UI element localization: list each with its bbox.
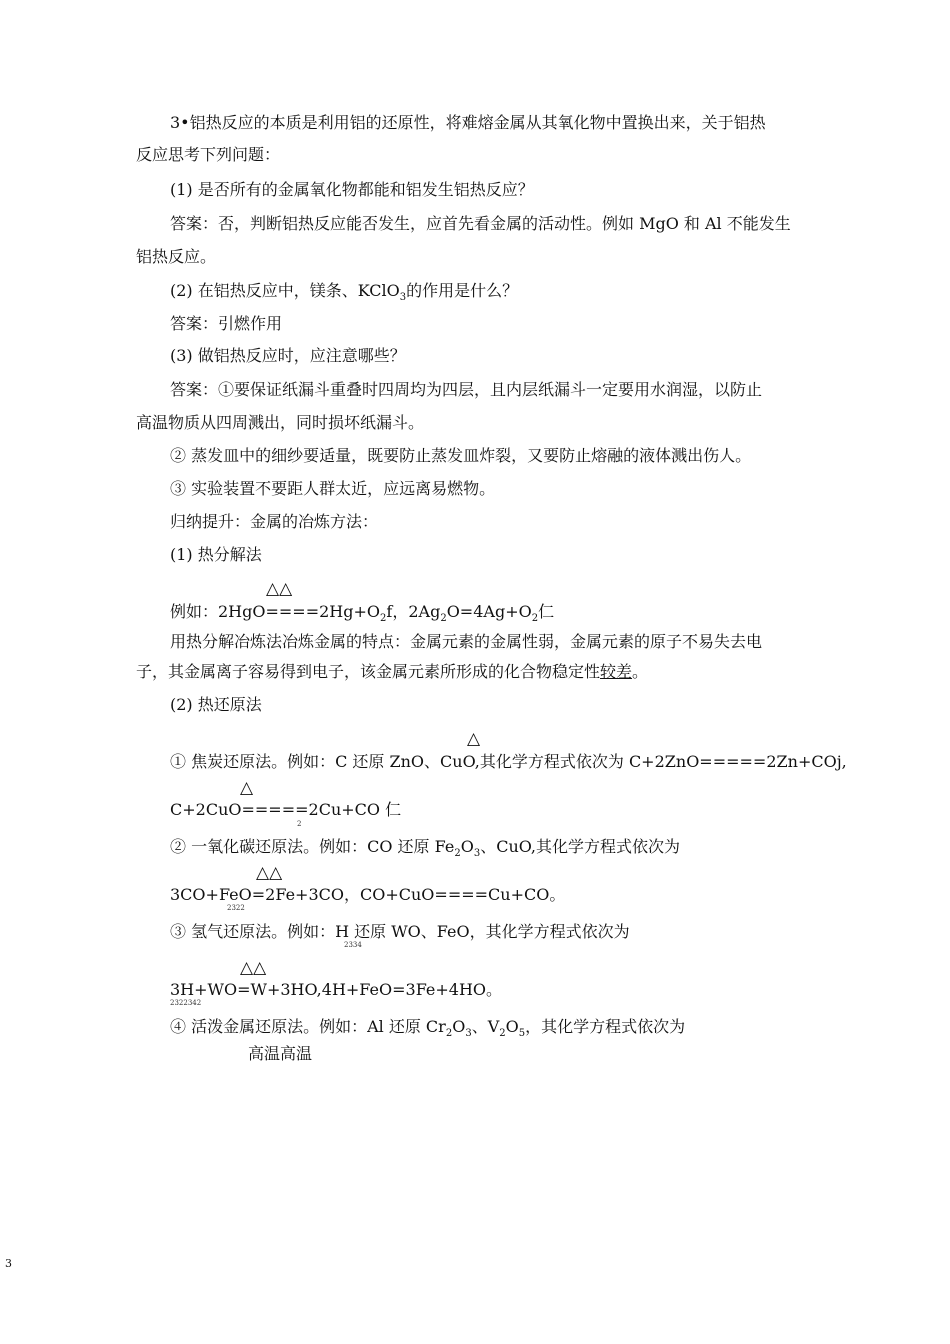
method-1-example-part-d: 仁 xyxy=(538,602,555,621)
question-2-suffix: 的作用是什么？ xyxy=(406,281,519,300)
method-1-example-part-c: O=4Ag+O xyxy=(446,602,532,621)
method-1-example-part-a: 例如：2HgO====2Hg+O xyxy=(170,602,381,621)
question-2-subscript: 3 xyxy=(399,292,407,304)
hydrogen-equations: 3H+WO=W+3HO,4H+FeO=3Fe+4HO。 xyxy=(170,980,503,999)
method-1-example-part-b: f，2Ag xyxy=(386,602,441,621)
co-condition-marks: △△ xyxy=(256,863,283,883)
q3-intro-line-1: 3•铝热反应的本质是利用铝的还原性，将难熔金属从其氧化物中置换出来，关于铝热 xyxy=(170,113,766,132)
method-1-feature-line-1: 用热分解冶炼法冶炼金属的特点：金属元素的金属性弱，金属元素的原子不易失去电 xyxy=(170,632,763,651)
coke-reduction-equation-2: C+2CuO=====2Cu+CO 仁 xyxy=(170,800,402,819)
aluminum-mid-1: O xyxy=(452,1017,466,1036)
answer-3-line-1: 答案：①要保证纸漏斗重叠时四周均为四层，且内层纸漏斗一定要用水润湿，以防止 xyxy=(170,380,763,399)
method-1-example-sub-c: 2 xyxy=(531,613,539,625)
question-1: (1) 是否所有的金属氧化物都能和铝发生铝热反应？ xyxy=(170,180,534,199)
method-1-example xyxy=(170,602,555,625)
method-1-example-sub-b: 2 xyxy=(440,613,447,625)
method-1-feature-line-2 xyxy=(136,662,648,682)
co-reduction-prefix: ② 一氧化碳还原法。例如：CO 还原 Fe xyxy=(170,837,455,856)
hydrogen-reduction-line: ③ 氢气还原法。例如：H 还原 WO、FeO，其化学方程式依次为 xyxy=(170,922,630,941)
aluminum-sub-1: 2 xyxy=(445,1028,453,1040)
aluminum-sub-3: 2 xyxy=(499,1028,506,1040)
co-subscript-2: 3 xyxy=(473,848,481,860)
method-2-title: (2) 热还原法 xyxy=(170,695,262,714)
co-oxygen: O xyxy=(460,837,474,856)
aluminum-mid-3: O xyxy=(505,1017,519,1036)
summary-heading: 归纳提升：金属的冶炼方法： xyxy=(170,512,379,531)
answer-3-line-3: ② 蒸发皿中的细纱要适量，既要防止蒸发皿炸裂，又要防止熔融的液体溅出伤人。 xyxy=(170,446,752,465)
hydrogen-subscript-note-2: 2322342 xyxy=(170,999,202,1007)
high-temperature-marks: 高温高温 xyxy=(248,1044,313,1063)
aluminum-prefix: ④ 活泼金属还原法。例如：Al 还原 Cr xyxy=(170,1017,446,1036)
coke-subscript-note: 2 xyxy=(297,820,302,828)
co-reduction-line xyxy=(170,837,681,860)
question-2-prefix: (2) 在铝热反应中，镁条、KClO xyxy=(170,281,400,300)
answer-3-line-4: ③ 实验装置不要距人群太近，应远离易燃物。 xyxy=(170,479,496,498)
aluminum-sub-2: 3 xyxy=(465,1028,472,1040)
coke-reduction-line: ① 焦炭还原法。例如：C 还原 ZnO、CuO,其化学方程式依次为 C+2ZnO=====2Zn+COj, xyxy=(170,752,847,771)
heat-condition-marks: △△ xyxy=(266,579,293,599)
question-2 xyxy=(170,281,519,304)
coke-condition-mark-2: △ xyxy=(240,778,254,798)
co-subscript-1: 2 xyxy=(454,848,461,860)
co-reduction-suffix: 、CuO,其化学方程式依次为 xyxy=(480,837,681,856)
aluminum-mid-2: 、V xyxy=(471,1017,500,1036)
page-number: 3 xyxy=(5,1257,12,1270)
hydrogen-condition-marks: △△ xyxy=(240,958,267,978)
coke-condition-mark-1: △ xyxy=(467,729,481,749)
q3-intro-line-2: 反应思考下列问题： xyxy=(136,145,281,164)
answer-1-line-2: 铝热反应。 xyxy=(136,247,217,266)
co-subscript-note: 2322 xyxy=(227,904,245,912)
answer-1-line-1: 答案：否，判断铝热反应能否发生，应首先看金属的活动性。例如 MgO 和 Al 不能发生 xyxy=(170,214,791,233)
hydrogen-subscript-note-1: 2334 xyxy=(344,941,362,949)
underlined-answer: 较差 xyxy=(600,662,633,681)
aluminum-sub-4: 5 xyxy=(518,1028,526,1040)
method-1-title: (1) 热分解法 xyxy=(170,545,262,564)
co-equations: 3CO+FeO=2Fe+3CO，CO+CuO====Cu+CO。 xyxy=(170,885,566,904)
answer-3-line-2: 高温物质从四周溅出，同时损坏纸漏斗。 xyxy=(136,413,425,432)
method-1-feature-end: 。 xyxy=(632,662,649,681)
question-3: (3) 做铝热反应时，应注意哪些？ xyxy=(170,346,406,365)
method-1-feature-text: 子，其金属离子容易得到电子，该金属元素所形成的化合物稳定性 xyxy=(136,662,601,681)
aluminum-reduction-line xyxy=(170,1017,686,1040)
answer-2: 答案：引燃作用 xyxy=(170,314,283,333)
aluminum-suffix: ，其化学方程式依次为 xyxy=(525,1017,686,1036)
method-1-example-sub-a: 2 xyxy=(380,613,387,625)
